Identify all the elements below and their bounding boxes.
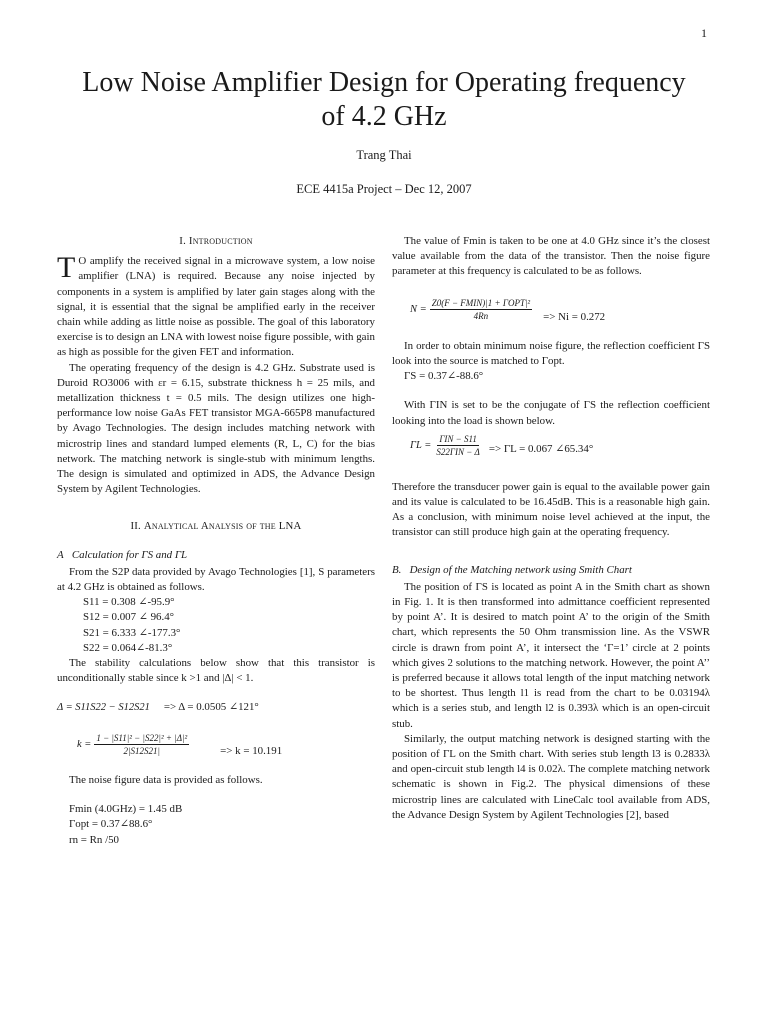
n-formula-lhs: N = bbox=[410, 303, 427, 315]
gamma-l-numerator: ΓIN − S11 bbox=[439, 433, 477, 444]
stability-paragraph: The stability calculations below show that this transistor is unconditionally stable since k >1 and |Δ| < 1. bbox=[57, 657, 375, 685]
gamma-l-denominator: S22ΓIN − Δ bbox=[436, 446, 480, 457]
k-numerator: 1 − |S11|² − |S22|² + |Δ|² bbox=[96, 732, 188, 743]
fmin-value: Fmin (4.0GHz) = 1.45 dB bbox=[69, 803, 183, 816]
fmin-paragraph: The value of Fmin is taken to be one at 4.0 GHz since it’s the closest value available from the data of the transistor. Then the noise figure parameter at this frequency is calculated to be as follows. bbox=[392, 235, 710, 278]
subsection-heading-b bbox=[392, 563, 710, 578]
rn-value: rn = Rn /50 bbox=[69, 833, 120, 846]
section-number: I. bbox=[179, 235, 186, 247]
gamma-l-equation bbox=[392, 433, 710, 458]
gain-paragraph: Therefore the transducer power gain is equal to the available power gain and its value is calculated to be 16.45dB. This is a reasonable high gain. As a conclusion, with minimum noise level achieved at the input, the transistor can still produce high gain at the operating frequency. bbox=[392, 480, 710, 539]
author-name: Trang Thai bbox=[356, 148, 412, 162]
min-noise-paragraph: In order to obtain minimum noise figure, the reflection coefficient ΓS look into the source is matched to Γopt. bbox=[392, 339, 710, 368]
gamma-opt-value: Γopt = 0.37∠88.6° bbox=[69, 818, 153, 831]
delta-formula: Δ = S11S22 − S12S21 bbox=[57, 702, 150, 714]
s2p-paragraph: From the S2P data provided by Avago Technologies [1], S parameters at 4.2 GHz is obtained as follows. bbox=[57, 565, 375, 594]
right-column bbox=[392, 234, 710, 823]
subsection-label: B. bbox=[392, 563, 402, 576]
intro-paragraph-1 bbox=[57, 251, 375, 360]
section-title: Introduction bbox=[188, 235, 253, 247]
intro-paragraph-2: The operating frequency of the design is 4.2 GHz. Substrate used is Duroid RO3006 with εr = 6.15, substrate thickness h = 25 mils, and metallization thickness t = 0.5 mils. The design utilizes one high-performance low noise GaAs FET transistor MGA-665P8 manufactured by Avago Technologies. The design includes matching network with microstrip lines and standard lumped elements (R, L, C) for the bias network. The matching network is single-stub with minimum lengths. The design is simulated and optimized in ADS, the Advance Design System by Agilent Technologies. bbox=[57, 361, 375, 496]
section-title: Analytical Analysis of the LNA bbox=[143, 520, 302, 533]
s22-value: S22 = 0.064∠-81.3° bbox=[83, 641, 173, 654]
section-heading-introduction bbox=[57, 234, 375, 249]
smith-chart-paragraph-1: The position of ΓS is located as point A in the Smith chart as shown in Fig. 1. It is then transformed into admittance coefficient represented by point A’. It is desired to match point A’ to the origin of the Smith chart, which represents the 50 Ohm transmission line. As the VSWR circle is drawn from point A’, it intersect the ‘Γ=1’ circle at 2 points which gives 2 solutions to the matching network. However, the point A’’ is preferred because it allows total length of the input matching network to be shortest. Thus length l1 is read from the chart to be 0.03194λ which is a series stub, and length l2 is 0.393λ which is an open-circuit stub. bbox=[392, 580, 710, 730]
s21-value: S21 = 6.333 ∠-177.3° bbox=[83, 626, 181, 639]
intro-paragraph-1-text: O amplify the received signal in a microwave system, a low noise amplifier (LNA) is required. Because any noise injected by components in a system is amplified by later gain stages along with the signal, it is essential that the signal be amplified early in the receiver chain while adding as little noise as possible. The goal of this laboratory exercise is to design an LNA with lowest noise figure possible, with gain as high as possible for the given FET and information. bbox=[57, 255, 375, 359]
smith-chart-paragraph-2: Similarly, the output matching network is designed starting with the position of ΓL on the Smith chart. With series stub length l3 is 0.2833λ and open-circuit stub length l4 is 0.02λ. The complete matching network schematic is shown in Fig.2. The physical dimensions of these microstrip lines are calculated with LineCalc tool available from ADS, the Advance Design System by Agilent Technologies [2], based bbox=[392, 732, 710, 821]
n-fraction bbox=[430, 297, 532, 322]
gamma-l-formula-lhs: ΓL = bbox=[410, 439, 432, 451]
subsection-title: Design of the Matching network using Smith Chart bbox=[409, 563, 632, 576]
noise-paragraph: The noise figure data is provided as follows. bbox=[69, 773, 263, 786]
gamma-in-paragraph: With ΓIN is set to be the conjugate of ΓS the reflection coefficient looking into the load is shown below. bbox=[392, 399, 710, 427]
section-number: II. bbox=[130, 520, 141, 533]
paper-title: Low Noise Amplifier Design for Operating frequency of 4.2 GHz bbox=[82, 67, 686, 132]
k-fraction bbox=[94, 732, 189, 757]
page-number: 1 bbox=[701, 26, 707, 40]
k-equation bbox=[57, 730, 375, 759]
n-numerator: Z0(F − FMIN)|1 + ΓOPT|² bbox=[431, 297, 531, 308]
drop-cap: T bbox=[57, 251, 76, 285]
subsection-heading-a bbox=[57, 548, 375, 563]
k-formula-lhs: k = bbox=[77, 738, 92, 750]
subsection-title: Calculation for ΓS and ΓL bbox=[71, 548, 188, 561]
n-denominator: 4Rn bbox=[473, 310, 489, 321]
affiliation-line: ECE 4415a Project – Dec 12, 2007 bbox=[296, 182, 472, 196]
k-denominator: 2|S12S21| bbox=[123, 745, 160, 756]
gamma-l-result: => ΓL = 0.067 ∠65.34° bbox=[488, 442, 594, 455]
subsection-label: A bbox=[57, 548, 64, 561]
section-heading-analysis bbox=[57, 519, 375, 534]
gamma-l-fraction bbox=[434, 433, 481, 458]
gamma-s-value: ΓS = 0.37∠-88.6° bbox=[404, 370, 484, 383]
s12-value: S12 = 0.007 ∠ 96.4° bbox=[83, 611, 175, 624]
left-column bbox=[57, 234, 375, 848]
k-result: => k = 10.191 bbox=[220, 744, 283, 757]
s11-value: S11 = 0.308 ∠-95.9° bbox=[83, 596, 175, 609]
delta-result: => Δ = 0.0505 ∠121° bbox=[163, 701, 259, 714]
delta-equation bbox=[57, 700, 375, 715]
n-equation bbox=[392, 294, 710, 325]
n-result: => Ni = 0.272 bbox=[543, 310, 606, 323]
